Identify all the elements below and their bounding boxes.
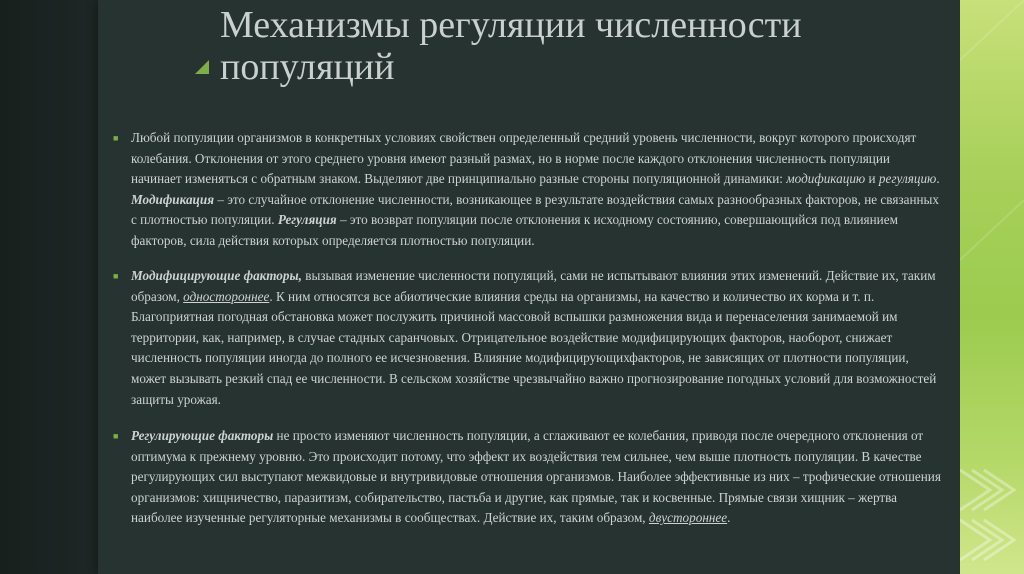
text-span: и bbox=[865, 171, 879, 187]
left-background bbox=[0, 0, 100, 574]
text-span: Любой популяции организмов в конкретных условиях свойствен определенный средний уровень численности, вокруг которого происходят колебания. Отклонения от этого среднего уровня имеют разный размах, но в норме после каждого отклонения численность популяции начинает изменяться с обратным знаком. Выделяют две принципиально разные стороны популяционной динамики: bbox=[131, 130, 917, 187]
text-span: . bbox=[727, 510, 731, 526]
term-regulating-factors: Регулирующие факторы bbox=[131, 428, 274, 443]
term-modification-bold: Модификация bbox=[131, 191, 215, 207]
square-bullet-icon: ■ bbox=[113, 431, 119, 441]
term-modification: модификацию bbox=[786, 171, 866, 187]
paragraph-3 bbox=[131, 426, 941, 529]
page-title bbox=[220, 4, 920, 88]
text-span: – это возврат популяции после отклонения к исходному состоянию, совершающийся под влиянием факторов, сила действия которых определяется плотностью популяции. bbox=[131, 212, 898, 248]
text-span: . bbox=[936, 171, 940, 187]
term-two-sided: двустороннее bbox=[648, 510, 728, 526]
square-bullet-icon: ■ bbox=[113, 133, 119, 143]
text-span: не просто изменяют численность популяции, а сглаживают ее колебания, приводя после очередного отклонения от оптимума к прежнему уровню. Это происходит потому, что эффект их воздействия тем сильнее, чем выше плотность популяции. В качестве регулирующих сил выступают межвидовые и внутривидовые отношения организмов. Наиболее эффективные из них – трофические отношения организмов: хищничество, паразитизм, собирательство, пастьба и другие, как прямые, так и косвенные. Прямые связи хищник – жертва наиболее изученные регуляторные механизмы в сообществах. Действие их, таким образом, bbox=[131, 428, 941, 526]
title-arrow-icon bbox=[195, 60, 209, 74]
paragraph-2 bbox=[131, 266, 941, 410]
title-line-1: Механизмы регуляции численности bbox=[220, 4, 802, 46]
term-one-sided: одностороннее bbox=[183, 288, 270, 304]
decorative-green-strip bbox=[960, 0, 1024, 574]
paragraph-1 bbox=[131, 128, 941, 252]
text-span: вызывая изменение численности популяций, сами не испытывают влияния этих изменений. Действие их, таким образом, bbox=[131, 268, 936, 304]
term-regulation-bold: Регуляция bbox=[277, 212, 337, 228]
term-modifying-factors: Модифицирующие факторы, bbox=[131, 268, 302, 283]
square-bullet-icon: ■ bbox=[113, 271, 119, 281]
text-span: – это случайное отклонение численности, возникающее в результате воздействия самых разнообразных факторов, не связанных с плотностью популяции. bbox=[131, 191, 940, 228]
chevron-pattern-icon bbox=[960, 0, 1024, 574]
title-line-2: популяций bbox=[220, 46, 395, 88]
term-regulation: регуляцию bbox=[878, 171, 937, 187]
text-span: . К ним относятся все абиотические влияния среды на организмы, на качество и количество их корма и т. п. Благоприятная погодная обстановка может послужить причиной массовой вспышки размножения вида и перенаселения занимаемой им территории, как, например, в случае стадных саранчовых. Отрицательное воздействие модифицирующих факторов, наоборот, снижает численность популяции иногда до полного ее исчезновения. Влияние модифицирующихфакторов, не зависящих от плотности популяции, может вызывать резкий спад ее численности. В сельском хозяйстве чрезвычайно важно прогнозирование погодных условий для возможностей защиты урожая. bbox=[131, 288, 937, 407]
